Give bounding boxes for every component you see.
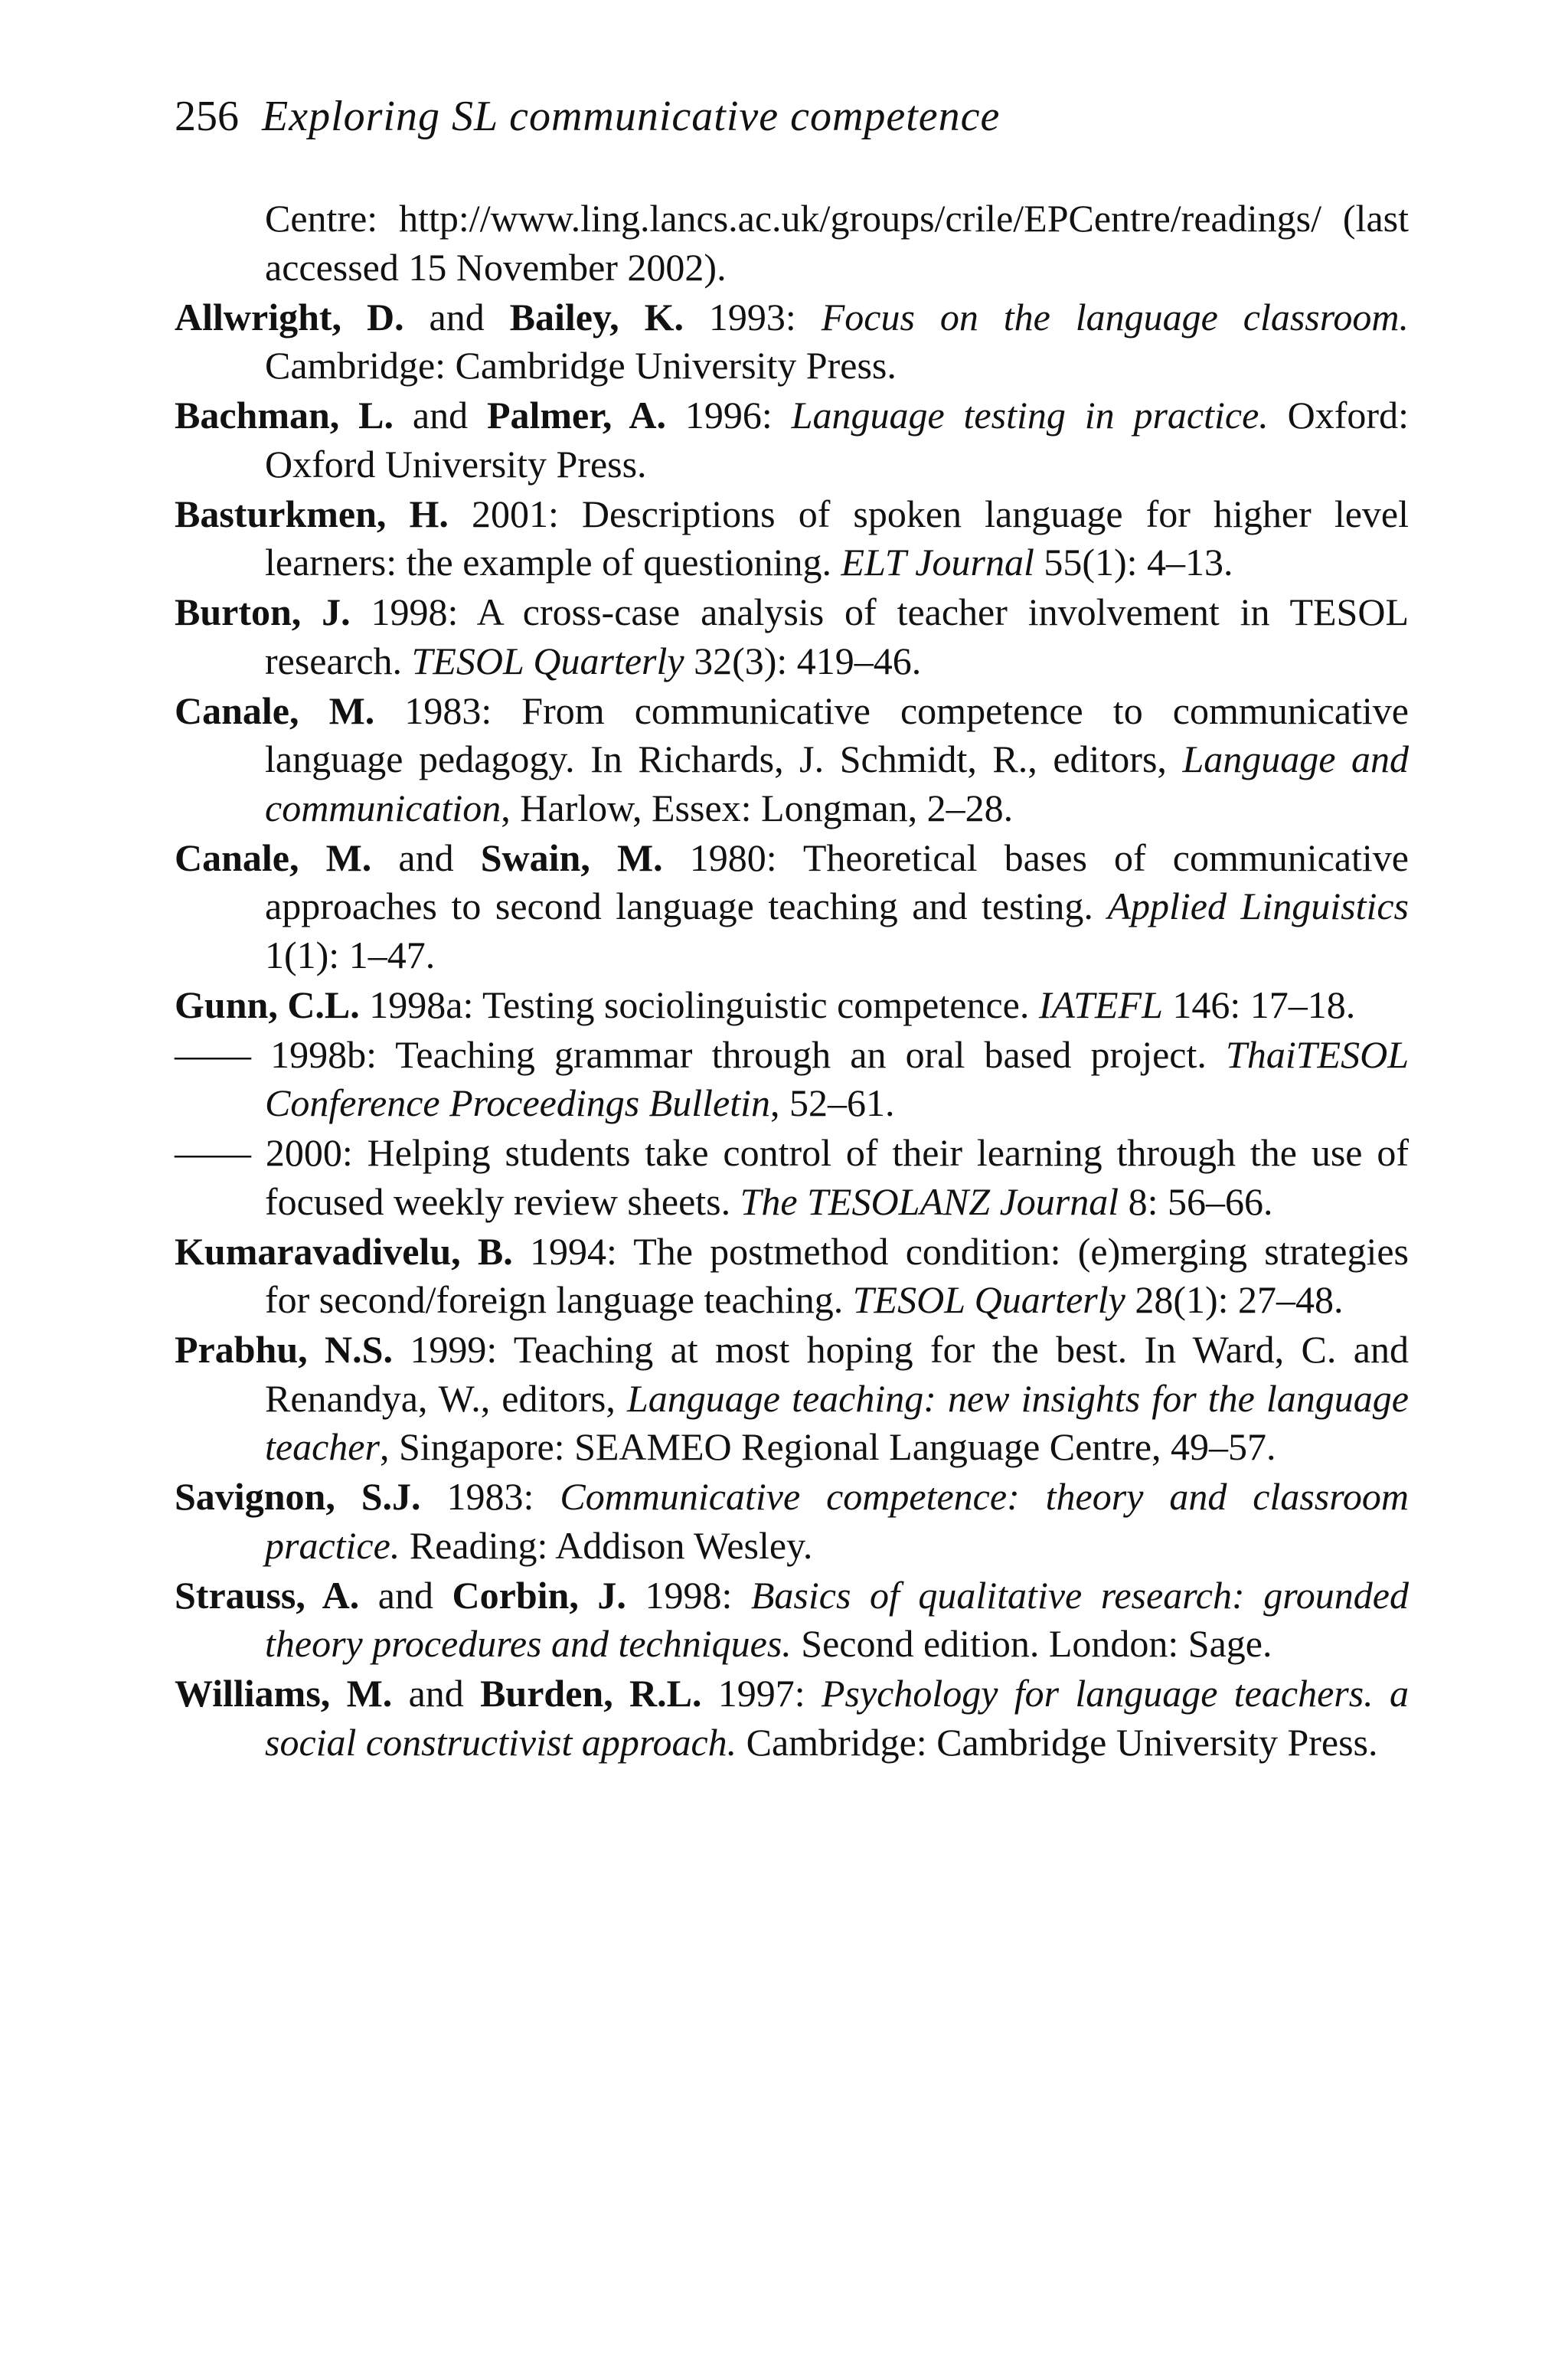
reference-text: —— 2000: Helping students take control of their learning through the use of focused weekly review sheets. [175,1131,1409,1223]
reference-text: 1983: From communicative competence to communicative language pedagogy. In Richards, J. Schmidt, R., editors, [265,688,1409,780]
reference-author: Williams, M. [175,1672,393,1715]
reference-author: Canale, M. [175,688,375,732]
reference-source-title: Language testing in practice. [791,394,1269,437]
reference-source-title: Basics of qualitative research: grounded theory procedures and techniques. [265,1573,1409,1665]
reference-text: Centre: http://www.ling.lancs.ac.uk/groups/crile/EPCentre/readings/ (last accessed 15 November 2002). [265,197,1409,289]
reference-text: 1993: [684,295,822,338]
reference-text: 1998a: Testing sociolinguistic competence. [359,983,1039,1026]
reference-entry [175,391,1409,489]
reference-text: 146: 17–18. [1162,983,1356,1026]
reference-text: 55(1): 4–13. [1034,541,1233,584]
reference-author: Allwright, D. [175,295,404,338]
reference-list [175,195,1409,1768]
reference-entry [175,1571,1409,1669]
reference-text: 1998: A cross-case analysis of teacher involvement in TESOL research. [265,590,1409,682]
reference-text: , Singapore: SEAMEO Regional Language Centre, 49–57. [379,1425,1276,1468]
reference-source-title: Language teaching: new insights for the language teacher [265,1376,1409,1468]
reference-text: 1980: Theoretical bases of communicative approaches to second language teaching and testing. [265,836,1409,927]
reference-entry [175,1031,1409,1128]
reference-text: 1997: [701,1672,822,1715]
reference-text: Cambridge: Cambridge University Press. [265,344,897,387]
reference-source-title: Focus on the language classroom. [821,295,1409,338]
reference-text: 28(1): 27–48. [1125,1278,1344,1321]
reference-text: 1983: [420,1475,560,1518]
running-head [175,86,1000,147]
reference-text: , Harlow, Essex: Longman, 2–28. [501,786,1014,829]
reference-entry [175,293,1409,391]
reference-text: and [359,1573,452,1617]
reference-author: Burden, R.L. [480,1672,702,1715]
reference-entry [175,1129,1409,1226]
reference-text: Cambridge: Cambridge University Press. [737,1720,1378,1764]
reference-author: Gunn, C.L. [175,983,360,1026]
reference-author: Swain, M. [480,836,663,879]
reference-author: Kumaravadivelu, B. [175,1229,513,1273]
reference-author: Bailey, K. [509,295,684,338]
reference-source-title: ELT Journal [841,541,1034,584]
reference-text: Reading: Addison Wesley. [400,1523,813,1567]
reference-source-title: TESOL Quarterly [411,639,684,682]
reference-source-title: Psychology for language teachers. a social constructivist approach. [265,1672,1409,1764]
reference-author: Prabhu, N.S. [175,1328,393,1371]
reference-text: 2001: Descriptions of spoken language for higher level learners: the example of questioning. [265,492,1409,584]
reference-author: Canale, M. [175,836,372,879]
reference-text: and [394,394,487,437]
reference-text: 1999: Teaching at most hoping for the best. In Ward, C. and Renandya, W., editors, [265,1328,1409,1420]
page-number: 256 [175,93,239,140]
reference-entry [175,1473,1409,1570]
reference-source-title: The TESOLANZ Journal [740,1179,1119,1223]
reference-text: , 52–61. [770,1081,895,1124]
reference-entry [175,687,1409,833]
reference-source-title: IATEFL [1038,983,1163,1026]
reference-text: 8: 56–66. [1119,1179,1273,1223]
reference-text: 1(1): 1–47. [265,933,436,976]
reference-author: Corbin, J. [452,1573,626,1617]
reference-source-title: Language and communication [265,737,1410,829]
running-head-title: Exploring SL communicative competence [262,93,1001,140]
reference-author: Strauss, A. [175,1573,360,1617]
reference-text: 1998: [626,1573,751,1617]
reference-entry [175,1670,1409,1767]
reference-author: Palmer, A. [486,394,667,437]
reference-text: and [371,836,481,879]
reference-source-title: ThaiTESOL Conference Proceedings Bulletin [265,1032,1409,1124]
reference-entry [175,490,1409,587]
reference-source-title: TESOL Quarterly [852,1278,1125,1321]
reference-text: 1994: The postmethod condition: (e)merging strategies for second/foreign language teaching. [265,1229,1410,1321]
reference-entry [175,195,1409,292]
reference-entry [175,588,1409,685]
reference-source-title: Communicative competence: theory and classroom practice. [265,1475,1409,1567]
reference-text: 32(3): 419–46. [684,639,922,682]
reference-entry [175,1228,1409,1325]
reference-source-title: Applied Linguistics [1107,885,1410,927]
reference-text: and [403,295,510,338]
reference-author: Bachman, L. [175,394,394,437]
reference-entry [175,981,1409,1030]
reference-entry [175,834,1409,980]
reference-author: Savignon, S.J. [175,1475,421,1518]
reference-entry [175,1326,1409,1472]
reference-text: —— 1998b: Teaching grammar through an oral based project. [175,1032,1227,1076]
reference-author: Basturkmen, H. [175,492,449,535]
reference-text: 1996: [666,394,792,437]
reference-text: Oxford: Oxford University Press. [265,394,1409,486]
reference-author: Burton, J. [175,590,351,633]
reference-text: Second edition. London: Sage. [791,1622,1272,1665]
reference-text: and [392,1672,481,1715]
